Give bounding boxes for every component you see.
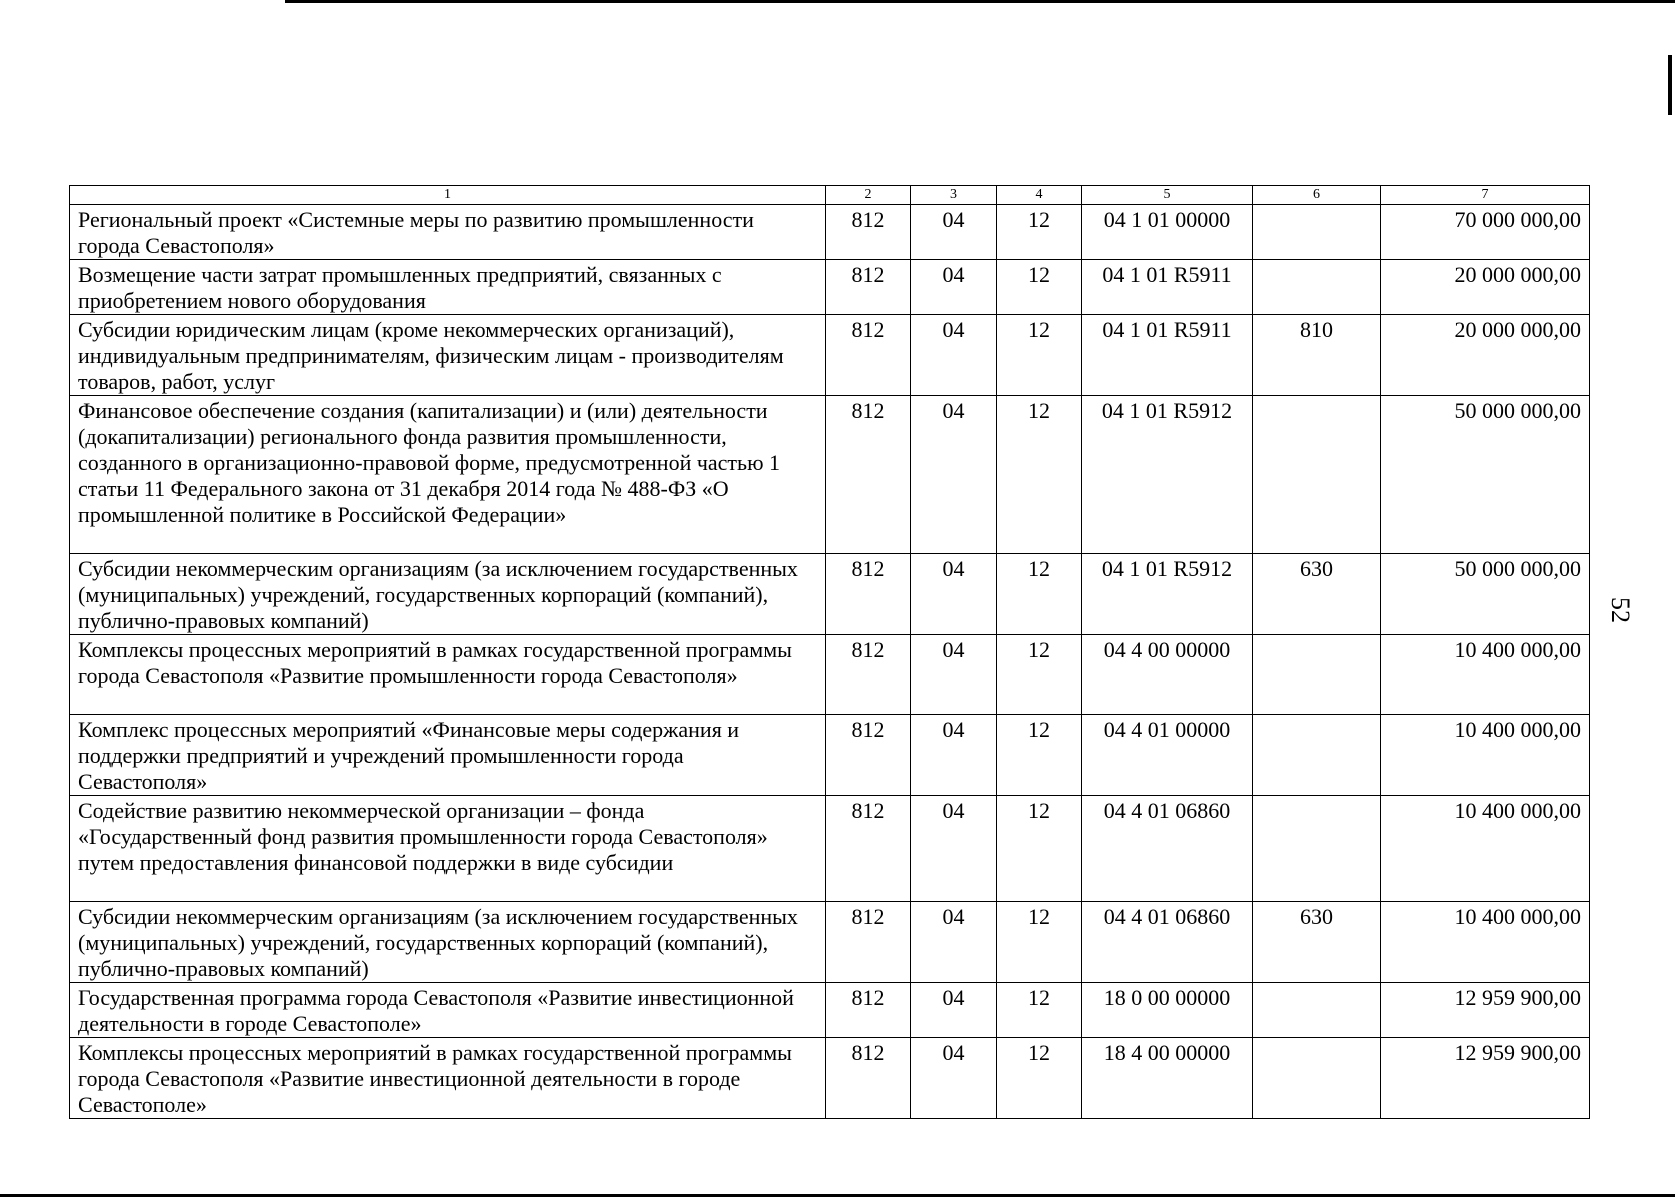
row-csr: 18 4 00 00000 <box>1082 1038 1253 1119</box>
row-name: Субсидии некоммерческим организациям (за исключением государственных (муниципальных) учреждений, государственных корпораций (компаний), публично-правовых компаний) <box>70 902 826 983</box>
row-sum: 70 000 000,00 <box>1381 205 1590 260</box>
row-pr: 12 <box>997 715 1082 796</box>
right-edge-mark <box>1668 55 1672 115</box>
row-vr: 630 <box>1253 902 1381 983</box>
row-ved: 812 <box>826 635 911 715</box>
table-row <box>70 554 1590 635</box>
row-rz: 04 <box>911 205 997 260</box>
row-ved: 812 <box>826 554 911 635</box>
row-name: Комплексы процессных мероприятий в рамках государственной программы города Севастополя «Развитие промышленности города Севастополя» <box>70 635 826 715</box>
row-vr <box>1253 260 1381 315</box>
table-row <box>70 635 1590 715</box>
row-vr <box>1253 796 1381 902</box>
row-csr: 04 1 01 00000 <box>1082 205 1253 260</box>
row-ved: 812 <box>826 205 911 260</box>
row-csr: 04 1 01 R5912 <box>1082 396 1253 554</box>
row-vr <box>1253 635 1381 715</box>
table-row <box>70 715 1590 796</box>
row-ved: 812 <box>826 1038 911 1119</box>
row-name: Возмещение части затрат промышленных предприятий, связанных с приобретением нового оборудования <box>70 260 826 315</box>
row-vr <box>1253 396 1381 554</box>
row-csr: 18 0 00 00000 <box>1082 983 1253 1038</box>
header-col-1: 1 <box>70 186 826 205</box>
row-name: Субсидии юридическим лицам (кроме некоммерческих организаций), индивидуальным предпринимателям, физическим лицам - производителям товаров, работ, услуг <box>70 315 826 396</box>
row-pr: 12 <box>997 554 1082 635</box>
row-name: Финансовое обеспечение создания (капитализации) и (или) деятельности (докапитализации) регионального фонда развития промышленности, созданного в организационно-правовой форме, предусмотренной частью 1 статьи 11 Федерального закона от 31 декабря 2014 года № 488-ФЗ «О промышленной политике в Российской Федерации» <box>70 396 826 554</box>
row-sum: 10 400 000,00 <box>1381 796 1590 902</box>
row-pr: 12 <box>997 205 1082 260</box>
header-col-6: 6 <box>1253 186 1381 205</box>
row-rz: 04 <box>911 554 997 635</box>
row-sum: 12 959 900,00 <box>1381 1038 1590 1119</box>
row-ved: 812 <box>826 796 911 902</box>
row-sum: 12 959 900,00 <box>1381 983 1590 1038</box>
budget-table <box>69 185 1590 1119</box>
row-vr <box>1253 983 1381 1038</box>
table-row <box>70 315 1590 396</box>
row-sum: 10 400 000,00 <box>1381 635 1590 715</box>
top-rule <box>285 0 1675 3</box>
row-name: Региональный проект «Системные меры по развитию промышленности города Севастополя» <box>70 205 826 260</box>
page-number: 52 <box>1606 597 1635 623</box>
row-rz: 04 <box>911 260 997 315</box>
row-pr: 12 <box>997 796 1082 902</box>
row-ved: 812 <box>826 315 911 396</box>
row-ved: 812 <box>826 983 911 1038</box>
row-pr: 12 <box>997 260 1082 315</box>
row-name: Субсидии некоммерческим организациям (за исключением государственных (муниципальных) учреждений, государственных корпораций (компаний), публично-правовых компаний) <box>70 554 826 635</box>
row-vr <box>1253 205 1381 260</box>
row-rz: 04 <box>911 715 997 796</box>
row-vr: 810 <box>1253 315 1381 396</box>
row-vr <box>1253 1038 1381 1119</box>
row-ved: 812 <box>826 902 911 983</box>
header-col-7: 7 <box>1381 186 1590 205</box>
table-row <box>70 205 1590 260</box>
row-rz: 04 <box>911 902 997 983</box>
row-sum: 50 000 000,00 <box>1381 554 1590 635</box>
table-row <box>70 796 1590 902</box>
row-csr: 04 4 01 06860 <box>1082 902 1253 983</box>
row-rz: 04 <box>911 1038 997 1119</box>
row-pr: 12 <box>997 1038 1082 1119</box>
row-sum: 20 000 000,00 <box>1381 315 1590 396</box>
bottom-rule <box>0 1194 1675 1197</box>
row-csr: 04 4 01 00000 <box>1082 715 1253 796</box>
row-pr: 12 <box>997 635 1082 715</box>
row-csr: 04 4 01 06860 <box>1082 796 1253 902</box>
header-col-5: 5 <box>1082 186 1253 205</box>
row-vr: 630 <box>1253 554 1381 635</box>
header-col-4: 4 <box>997 186 1082 205</box>
row-rz: 04 <box>911 635 997 715</box>
row-sum: 10 400 000,00 <box>1381 715 1590 796</box>
row-rz: 04 <box>911 315 997 396</box>
row-name: Государственная программа города Севастополя «Развитие инвестиционной деятельности в городе Севастополе» <box>70 983 826 1038</box>
row-sum: 10 400 000,00 <box>1381 902 1590 983</box>
row-pr: 12 <box>997 983 1082 1038</box>
row-pr: 12 <box>997 396 1082 554</box>
row-sum: 50 000 000,00 <box>1381 396 1590 554</box>
row-rz: 04 <box>911 983 997 1038</box>
table-row <box>70 983 1590 1038</box>
row-name: Комплексы процессных мероприятий в рамках государственной программы города Севастополя «Развитие инвестиционной деятельности в городе Севастополе» <box>70 1038 826 1119</box>
header-col-2: 2 <box>826 186 911 205</box>
row-rz: 04 <box>911 796 997 902</box>
table-row <box>70 902 1590 983</box>
header-col-3: 3 <box>911 186 997 205</box>
header-row <box>70 186 1590 205</box>
row-pr: 12 <box>997 902 1082 983</box>
row-vr <box>1253 715 1381 796</box>
row-csr: 04 1 01 R5911 <box>1082 260 1253 315</box>
table-row <box>70 260 1590 315</box>
row-csr: 04 4 00 00000 <box>1082 635 1253 715</box>
row-pr: 12 <box>997 315 1082 396</box>
row-csr: 04 1 01 R5911 <box>1082 315 1253 396</box>
row-sum: 20 000 000,00 <box>1381 260 1590 315</box>
row-name: Содействие развитию некоммерческой организации – фонда «Государственный фонд развития промышленности города Севастополя» путем предоставления финансовой поддержки в виде субсидии <box>70 796 826 902</box>
row-rz: 04 <box>911 396 997 554</box>
row-csr: 04 1 01 R5912 <box>1082 554 1253 635</box>
row-ved: 812 <box>826 396 911 554</box>
row-ved: 812 <box>826 715 911 796</box>
table-row <box>70 1038 1590 1119</box>
row-ved: 812 <box>826 260 911 315</box>
row-name: Комплекс процессных мероприятий «Финансовые меры содержания и поддержки предприятий и учреждений промышленности города Севастополя» <box>70 715 826 796</box>
table-row <box>70 396 1590 554</box>
